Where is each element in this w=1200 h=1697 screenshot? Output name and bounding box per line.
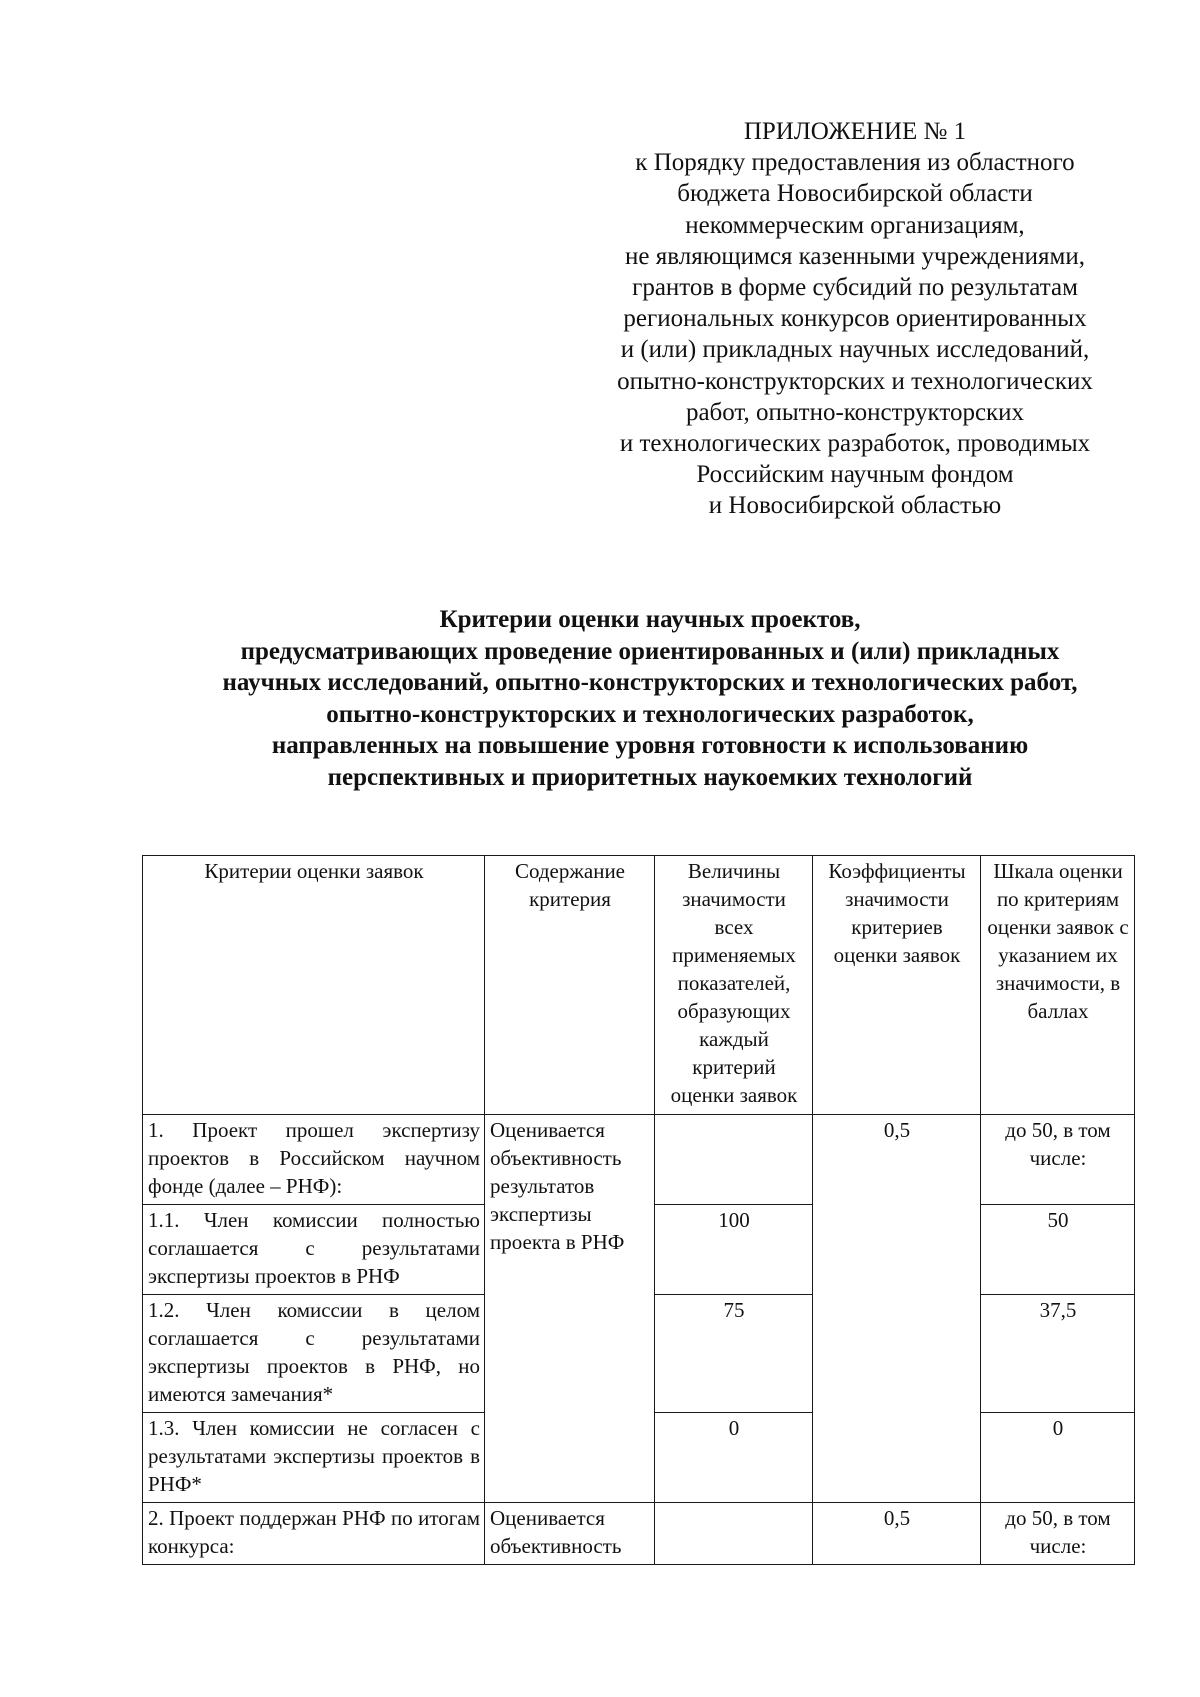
coefficient-cell: 0,5 [813, 1115, 981, 1503]
coefficient-cell: 0,5 [813, 1503, 981, 1565]
criterion-cell: 1. Проект прошел экспертизу проектов в Российском научном фонде (далее – РНФ): [143, 1115, 485, 1205]
document-title [120, 604, 1180, 794]
appendix-line: работ, опытно-конструкторских [685, 398, 1025, 426]
criterion-cell: 1.2. Член комиссии в целом соглашается с результатами экспертизы проектов в РНФ, но имеются замечания* [143, 1295, 485, 1413]
appendix-header [590, 116, 1120, 522]
appendix-line: опытно-конструкторских и технологических [617, 367, 1093, 395]
title-line: направленных на повышение уровня готовности к использованию [271, 732, 1029, 760]
scale-cell: 37,5 [981, 1295, 1135, 1413]
appendix-line: к Порядку предоставления из областного [635, 149, 1075, 177]
header-scale: Шкала оценки по критериям оценки заявок с указанием их значимости, в баллах [981, 856, 1135, 1115]
appendix-line: и технологических разработок, проводимых [619, 430, 1091, 458]
criterion-content-cell: Оценивается объективность результатов экспертизы проекта в РНФ [485, 1115, 655, 1503]
weight-cell: 100 [655, 1205, 813, 1295]
appendix-line: некоммерческим организациям, [685, 211, 1025, 239]
weight-cell [655, 1503, 813, 1565]
header-criteria: Критерии оценки заявок [143, 856, 485, 1115]
criterion-content-cell: Оценивается объективность [485, 1503, 655, 1565]
scale-cell: 0 [981, 1413, 1135, 1503]
appendix-line: грантов в форме субсидий по результатам [632, 274, 1078, 302]
title-line: предусматривающих проведение ориентированных и (или) прикладных [240, 637, 1060, 665]
criterion-cell: 1.1. Член комиссии полностью соглашается с результатами экспертизы проектов в РНФ [143, 1205, 485, 1295]
table-header-row [143, 856, 1135, 1115]
appendix-line: и (или) прикладных научных исследований, [620, 336, 1090, 364]
table-row [143, 1115, 1135, 1205]
header-content: Содержание критерия [485, 856, 655, 1115]
scale-cell: 50 [981, 1205, 1135, 1295]
scale-cell: до 50, в том числе: [981, 1115, 1135, 1205]
title-line: перспективных и приоритетных наукоемких технологий [327, 763, 973, 791]
weight-cell [655, 1115, 813, 1205]
appendix-line: и Новосибирской областью [708, 492, 1002, 520]
title-line: опытно-конструкторских и технологических разработок, [326, 700, 974, 728]
scale-cell: до 50, в том числе: [981, 1503, 1135, 1565]
header-weights: Величины значимости всех применяемых показателей, образующих каждый критерий оценки заявок [655, 856, 813, 1115]
appendix-line: ПРИЛОЖЕНИЕ № 1 [743, 118, 967, 145]
criterion-cell: 2. Проект поддержан РНФ по итогам конкурса: [143, 1503, 485, 1565]
appendix-line: не являющимся казенными учреждениями, [625, 242, 1085, 270]
appendix-line: бюджета Новосибирской области [677, 180, 1033, 208]
appendix-line: Российским научным фондом [696, 461, 1014, 489]
table-row [143, 1503, 1135, 1565]
title-line: Критерии оценки научных проектов, [439, 606, 861, 633]
appendix-line: региональных конкурсов ориентированных [623, 305, 1087, 333]
criteria-table [142, 855, 1135, 1565]
criterion-cell: 1.3. Член комиссии не согласен с результатами экспертизы проектов в РНФ* [143, 1413, 485, 1503]
weight-cell: 0 [655, 1413, 813, 1503]
header-coefficients: Коэффициенты значимости критериев оценки заявок [813, 856, 981, 1115]
title-line: научных исследований, опытно-конструкторских и технологических работ, [222, 669, 1078, 697]
weight-cell: 75 [655, 1295, 813, 1413]
